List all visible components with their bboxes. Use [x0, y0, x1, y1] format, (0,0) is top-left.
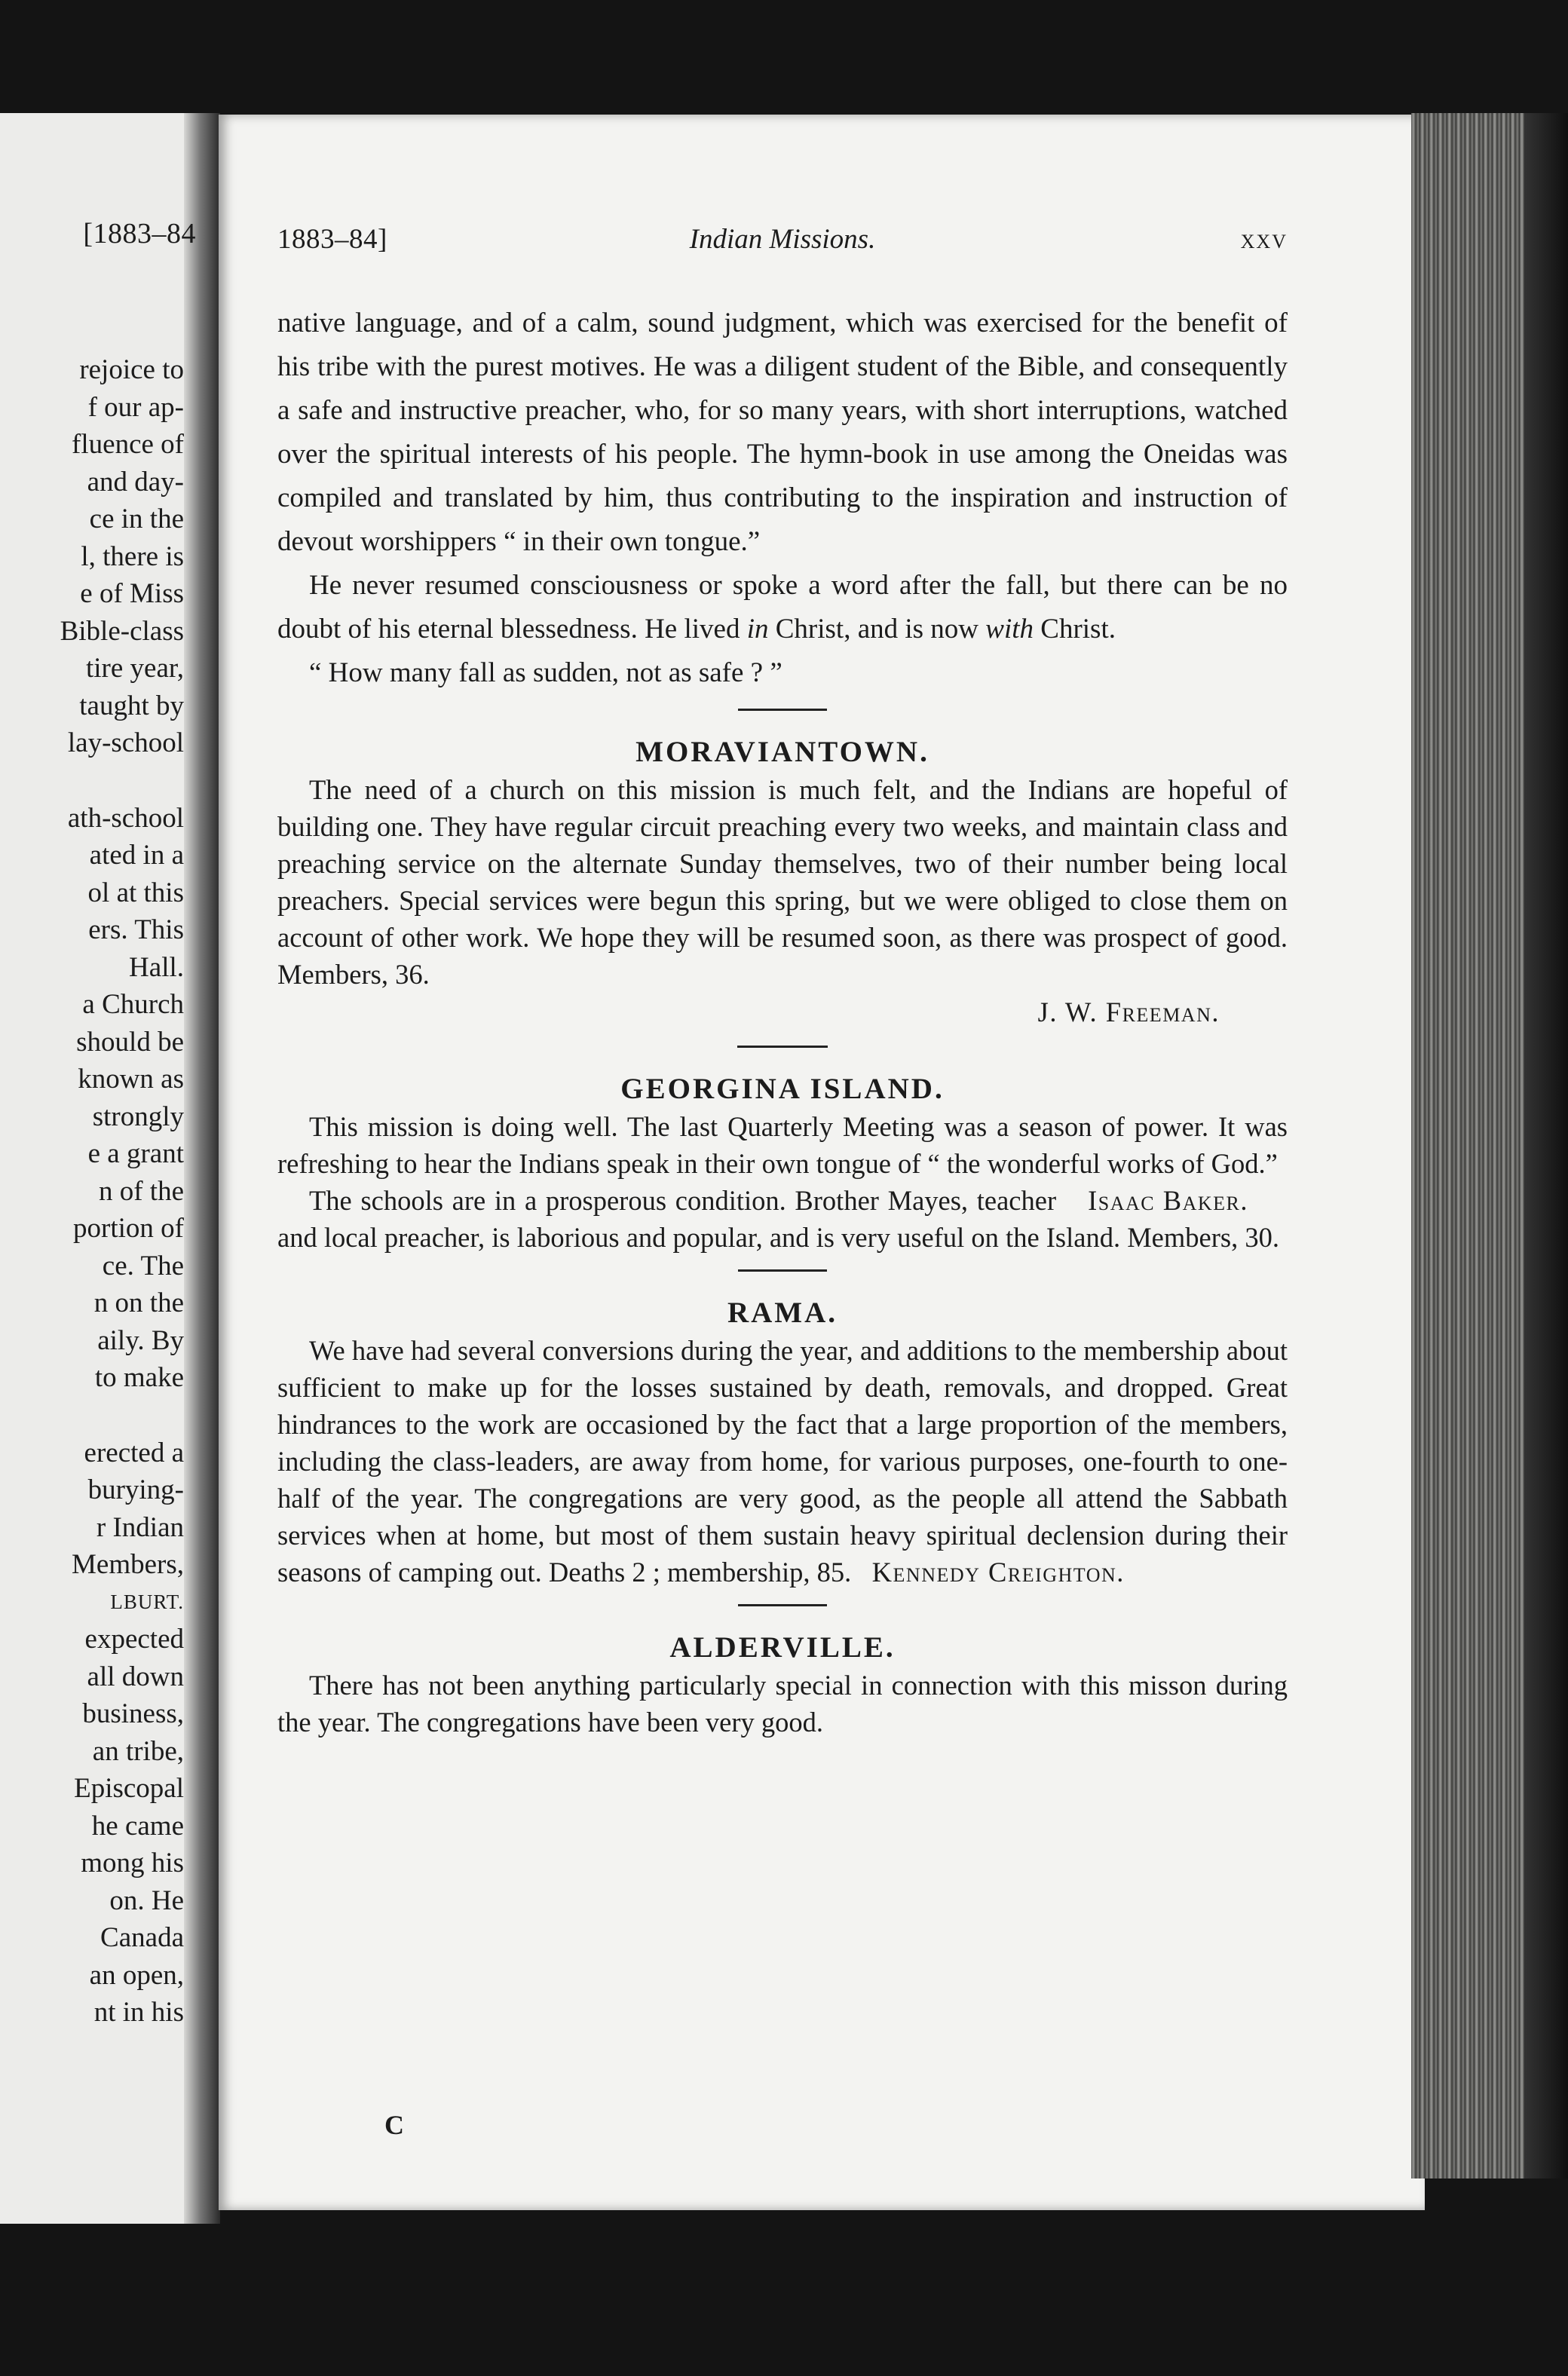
previous-page-line: e a grant: [87, 1138, 184, 1169]
book-cover-edge: [1524, 113, 1568, 2179]
running-head-title: Indian Missions.: [689, 224, 876, 255]
previous-page-line: to make: [94, 1362, 184, 1393]
alderville-text: There has not been anything particularly special in connection with this misson during the year. The congregations have been very good.: [277, 1670, 1288, 1738]
previous-page-line: nt in his: [93, 1997, 184, 2028]
signature-mark: C: [384, 2110, 404, 2140]
previous-page-line: Canada: [100, 1922, 184, 1953]
previous-page-line: on. He: [109, 1885, 184, 1916]
previous-page-line: ers. This: [88, 914, 184, 945]
previous-page-line: ce in the: [89, 504, 184, 534]
previous-page-running-head: [1883–84: [83, 218, 196, 250]
previous-page-line: an open,: [89, 1959, 184, 1991]
section-moraviantown: [277, 771, 1288, 1032]
previous-page-line: ath-school: [67, 802, 184, 834]
page-number: xxv: [1240, 224, 1288, 255]
previous-page-line: e of Miss: [80, 578, 184, 609]
georgina-signature: Isaac Baker.: [1088, 1185, 1248, 1216]
previous-page-line: tire year,: [86, 653, 184, 684]
previous-page-line: n on the: [93, 1288, 184, 1318]
previous-page-line: Bible-class: [60, 615, 184, 647]
previous-page-line: r Indian: [96, 1511, 184, 1543]
previous-page-line: erected a: [84, 1437, 184, 1468]
previous-page-line: Members,: [72, 1549, 184, 1580]
book-gutter: [184, 113, 220, 2224]
georgina-text-2: Isaac Baker. The schools are in a prosperous condition. Brother Mayes, teacher and local preacher, is laborious and popular, and is very useful on the Island. Members, 30.: [277, 1182, 1288, 1256]
previous-page-line: f our ap-: [87, 391, 184, 423]
moraviantown-signature: J. W. Freeman.: [1037, 997, 1220, 1027]
section-divider: [738, 1269, 827, 1272]
previous-page-line: [0, 762, 184, 800]
previous-page-line: ce. The: [102, 1250, 184, 1281]
section-divider: [737, 1046, 828, 1048]
rama-text: We have had several conversions during the year, and additions to the membership about sufficient to make up for the losses sustained by death, removals, and dropped. Great hindrances to the work are occasioned by the fact that a large proportion of the members, including the class-leaders, are away from home, for various purposes, one-fourth to one-half of the year. The congregations are very good, as the people all attend the Sabbath services when at home, but most of them sustain heavy spiritual declension during their seasons of camping out. Deaths 2 ; membership, 85. Kennedy Creighton.: [277, 1335, 1288, 1588]
previous-page-line: business,: [82, 1698, 184, 1729]
section-alderville: [277, 1667, 1288, 1741]
previous-page-line: LBURT.: [110, 1590, 184, 1613]
previous-page-line: known as: [78, 1064, 184, 1095]
previous-page-line: portion of: [73, 1213, 184, 1244]
intro-paragraph: native language, and of a calm, sound judgment, which was exercised for the benefit of his tribe with the purest motives. He was a diligent student of the Bible, and consequently a safe and instructive preacher, who, for so many years, with short interruptions, watched over the spiritual interests of his people. The hymn-book in use among the Oneidas was compiled and translated by him, thus contributing to the inspiration and instruction of devout worshippers “ in their own tongue.”: [277, 308, 1288, 557]
rama-signature: Kennedy Creighton.: [871, 1557, 1125, 1588]
previous-page-line: Hall.: [129, 951, 184, 983]
previous-page-line: rejoice to: [79, 354, 184, 385]
previous-page-line: ol at this: [87, 877, 184, 908]
previous-page-text: [0, 351, 184, 2032]
section-divider: [738, 1604, 827, 1606]
previous-page-line: strongly: [92, 1101, 184, 1132]
previous-page-line: and day-: [87, 466, 184, 498]
section-rama: [277, 1332, 1288, 1591]
georgina-text-1: This mission is doing well. The last Quarterly Meeting was a season of power. It was refreshing to hear the Indians speak in their own tongue of “ the wonderful works of God.”: [277, 1111, 1288, 1179]
previous-page-line: [0, 1397, 184, 1434]
previous-page-line: fluence of: [72, 429, 184, 460]
page-edges: [1411, 113, 1524, 2179]
previous-page-line: expected: [84, 1624, 184, 1655]
section-divider: [738, 709, 827, 711]
running-head: [277, 223, 1288, 268]
section-title-alderville: ALDERVILLE.: [669, 1631, 896, 1664]
previous-page-line: l, there is: [81, 540, 184, 572]
previous-page-line: Episcopal: [74, 1773, 184, 1804]
section-georgina-island: [277, 1108, 1288, 1256]
section-title-moraviantown: MORAVIANTOWN.: [635, 736, 929, 768]
previous-page-line: an tribe,: [92, 1735, 184, 1767]
previous-page-line: should be: [76, 1026, 184, 1058]
previous-page-line: taught by: [79, 690, 184, 721]
previous-page-line: lay-school: [67, 727, 184, 758]
previous-page-line: he came: [91, 1810, 184, 1842]
section-title-rama: RAMA.: [727, 1297, 838, 1329]
page-body: [277, 302, 1288, 1741]
intro-paragraph-2: He never resumed consciousness or spoke a word after the fall, but there can be no doubt of his eternal blessedness. He lived in Christ, and is now with Christ.: [277, 570, 1288, 645]
running-head-years: 1883–84]: [277, 224, 387, 255]
previous-page-line: aily. By: [97, 1324, 184, 1356]
previous-page-line: mong his: [81, 1848, 184, 1878]
intro-quote: “ How many fall as sudden, not as safe ? ”: [309, 657, 782, 688]
moraviantown-text: The need of a church on this mission is much felt, and the Indians are hopeful of building one. They have regular circuit preaching every two weeks, and maintain class and preaching service on the alternate Sunday themselves, two of their number being local preachers. Special services were begun this spring, but we were obliged to close them on account of other work. We hope they will be resumed soon, as there was prospect of good. Members, 36.: [277, 774, 1288, 990]
section-title-georgina-island: GEORGINA ISLAND.: [620, 1073, 945, 1105]
previous-page-line: a Church: [82, 989, 184, 1020]
previous-page-line: all down: [87, 1661, 184, 1692]
previous-page-line: ated in a: [89, 840, 184, 871]
previous-page-line: n of the: [98, 1175, 184, 1207]
previous-page-line: burying-: [87, 1474, 184, 1505]
